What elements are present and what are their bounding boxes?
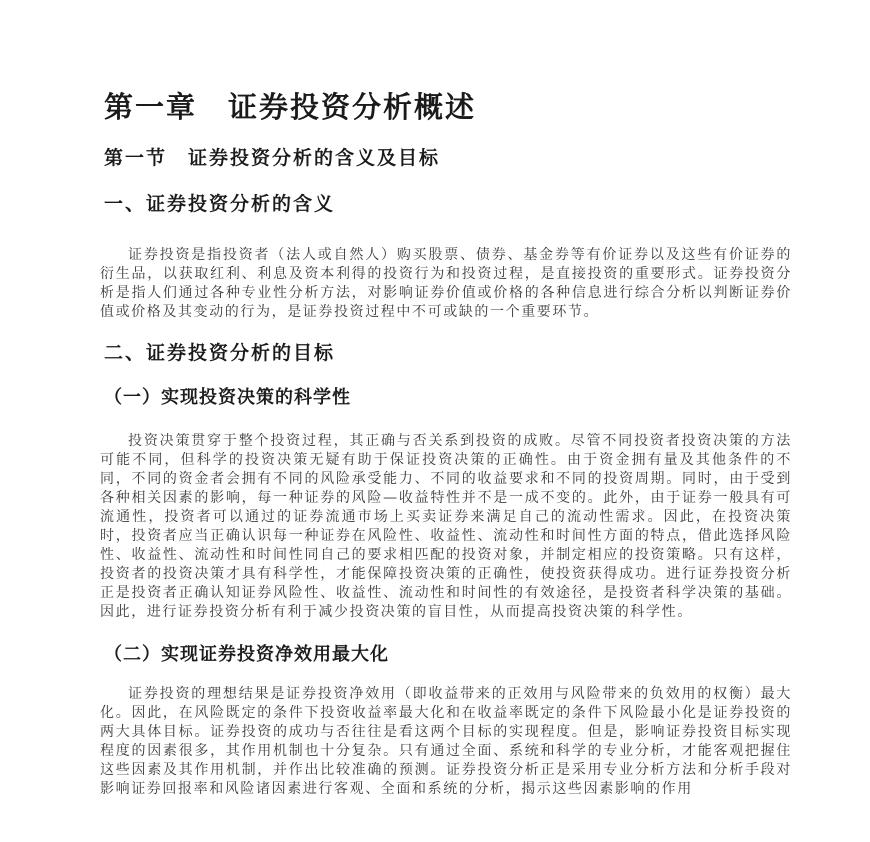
paragraph-scientific-decision: 投资决策贯穿于整个投资过程，其正确与否关系到投资的成败。尽管不同投资者投资决策的方法可能不同，但科学的投资决策无疑有助于保证投资决策的正确性。由于资金拥有量及其他条件的不同，不同的资金者会拥有不同的风险承受能力、不同的收益要求和不同的投资周期。同时，由于受到各种相关因素的影响，每一种证券的风险—收益特性并不是一成不变的。此外，由于证券一般具有可流通性，投资者可以通过的证券流通市场上买卖证券来满足自己的流动性需求。因此，在投资决策时，投资者应当正确认识每一种证券在风险性、收益性、流动性和时间性方面的特点，借此选择风险性、收益性、流动性和时间性同自己的要求相匹配的投资对象，并制定相应的投资策略。只有这样，投资者的投资决策才具有科学性，才能保障投资决策的正确性，使投资获得成功。进行证券投资分析正是投资者正确认知证券风险性、收益性、流动性和时间性的有效途径，是投资者科学决策的基础。因此，进行证券投资分析有利于减少投资决策的盲目性，从而提高投资决策的科学性。	[100, 433, 792, 620]
subsection-heading-goal: 二、证券投资分析的目标	[104, 342, 336, 364]
item-heading-net-utility: （二）实现证券投资净效用最大化	[104, 644, 389, 665]
document-content	[100, 92, 792, 799]
paragraph-net-utility: 证券投资的理想结果是证券投资净效用（即收益带来的正效用与风险带来的负效用的权衡）最大化。因此，在风险既定的条件下投资收益率最大化和在收益率既定的条件下风险最小化是证券投资的两大具体目标。证券投资的成功与否往往是看这两个目标的实现程度。但是，影响证券投资目标实现程度的因素很多，其作用机制也十分复杂。只有通过全面、系统和科学的专业分析，才能客观把握住这些因素及其作用机制，并作出比较准确的预测。证券投资分析正是采用专业分析方法和分析手段对影响证券回报率和风险诸因素进行客观、全面和系统的分析，揭示这些因素影响的作用	[100, 686, 792, 797]
item-heading-scientific-decision: （一）实现投资决策的科学性	[104, 387, 351, 408]
subsection-heading-meaning: 一、证券投资分析的含义	[104, 193, 336, 215]
section-heading: 第一节 证券投资分析的含义及目标	[104, 147, 441, 169]
chapter-title: 第一章 证券投资分析概述	[104, 90, 477, 124]
paragraph-meaning: 证券投资是指投资者（法人或自然人）购买股票、债券、基金券等有价证券以及这些有价证券的衍生品，以获取红利、利息及资本利得的投资行为和投资过程，是直接投资的重要形式。证券投资分析是指人们通过各种专业性分析方法，对影响证券价值或价格的各种信息进行综合分析以判断证券价值或价格及其变动的行为，是证券投资过程中不可或缺的一个重要环节。	[100, 247, 792, 320]
